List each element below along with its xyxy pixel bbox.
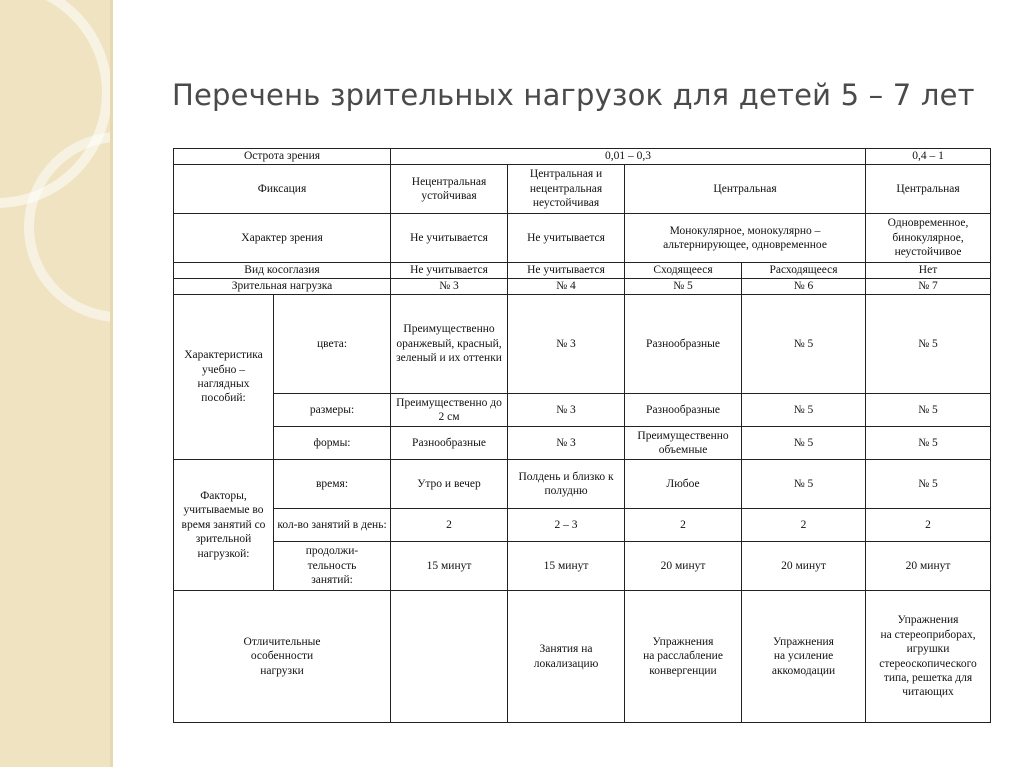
table-cell: № 5 [866,460,991,509]
table-cell: Не учитывается [391,214,508,263]
table-cell: № 6 [742,279,866,295]
table-cell: № 3 [508,427,625,460]
table-cell: № 5 [625,279,742,295]
table-row [174,460,991,509]
group-label: Факторы, учитываемые во время занятий со зрительной нагрузкой: [174,460,274,591]
table-cell: № 5 [742,460,866,509]
row-label: кол-во занятий в день: [274,509,391,542]
table-cell: Упражнения на расслабление конвергенции [625,591,742,723]
table-cell: Не учитывается [391,263,508,279]
table-row [174,279,991,295]
table-cell: 2 [742,509,866,542]
table-cell: 20 минут [742,542,866,591]
table-cell: Разнообразные [625,394,742,427]
row-label: Острота зрения [174,149,391,165]
row-label: Характер зрения [174,214,391,263]
table-cell: Утро и вечер [391,460,508,509]
table-cell: Расходящееся [742,263,866,279]
row-label: Вид косоглазия [174,263,391,279]
table-cell: 0,4 – 1 [866,149,991,165]
table-cell: Центральная [625,165,866,214]
table-row [174,149,991,165]
table-row [174,295,991,394]
table-row [174,542,991,591]
table-cell: Упражнения на стереоприборах, игрушки стереоскопического типа, решетка для читающих [866,591,991,723]
table-cell: № 7 [866,279,991,295]
table-cell: 2 – 3 [508,509,625,542]
table-cell: 15 минут [391,542,508,591]
row-label: продолжи- тельность занятий: [274,542,391,591]
table-cell: 2 [391,509,508,542]
table-cell: Центральная и нецентральная неустойчивая [508,165,625,214]
table-cell: 2 [625,509,742,542]
table-cell: № 5 [742,394,866,427]
table-cell: 15 минут [508,542,625,591]
row-label: формы: [274,427,391,460]
sidebar-edge [110,0,113,767]
table-cell: № 5 [866,394,991,427]
table-cell [391,591,508,723]
table-row [174,509,991,542]
row-label: размеры: [274,394,391,427]
row-label: время: [274,460,391,509]
table-row [174,263,991,279]
table-row [174,591,991,723]
table-cell: 2 [866,509,991,542]
table-cell: Упражнения на усиление аккомодации [742,591,866,723]
table-cell: 20 минут [866,542,991,591]
table-cell: Одновременное, бинокулярное, неустойчивое [866,214,991,263]
table-cell: 0,01 – 0,3 [391,149,866,165]
table-cell: Монокулярное, монокулярно – альтернирующее, одновременное [625,214,866,263]
table-cell: № 3 [391,279,508,295]
table-cell: Любое [625,460,742,509]
table-cell: Разнообразные [625,295,742,394]
table-row [174,214,991,263]
row-label: Зрительная нагрузка [174,279,391,295]
slide-title: Перечень зрительных нагрузок для детей 5 – 7 лет [172,78,975,112]
table-cell: № 3 [508,394,625,427]
table-row [174,165,991,214]
table-cell: № 5 [866,427,991,460]
table-cell: Сходящееся [625,263,742,279]
table-cell: Разнообразные [391,427,508,460]
table-cell: 20 минут [625,542,742,591]
table-cell: Занятия на локализацию [508,591,625,723]
table-row [174,394,991,427]
table-cell: Не учитывается [508,263,625,279]
table-cell: Нет [866,263,991,279]
visual-load-table [173,148,991,723]
table-cell: Преимущественно оранжевый, красный, зеленый и их оттенки [391,295,508,394]
table-cell: Преимущественно объемные [625,427,742,460]
table-row [174,427,991,460]
table-cell: Нецентральная устойчивая [391,165,508,214]
group-label: Характеристика учебно – наглядных пособий: [174,295,274,460]
decorative-sidebar [0,0,110,767]
table-cell: Преимущественно до 2 см [391,394,508,427]
row-label: цвета: [274,295,391,394]
row-label: Фиксация [174,165,391,214]
table-cell: № 4 [508,279,625,295]
table-cell: Не учитывается [508,214,625,263]
table-cell: № 5 [866,295,991,394]
table-cell: № 3 [508,295,625,394]
table-cell: № 5 [742,427,866,460]
table-cell: Центральная [866,165,991,214]
table-cell: № 5 [742,295,866,394]
row-label: Отличительные особенности нагрузки [174,591,391,723]
table-cell: Полдень и близко к полудню [508,460,625,509]
